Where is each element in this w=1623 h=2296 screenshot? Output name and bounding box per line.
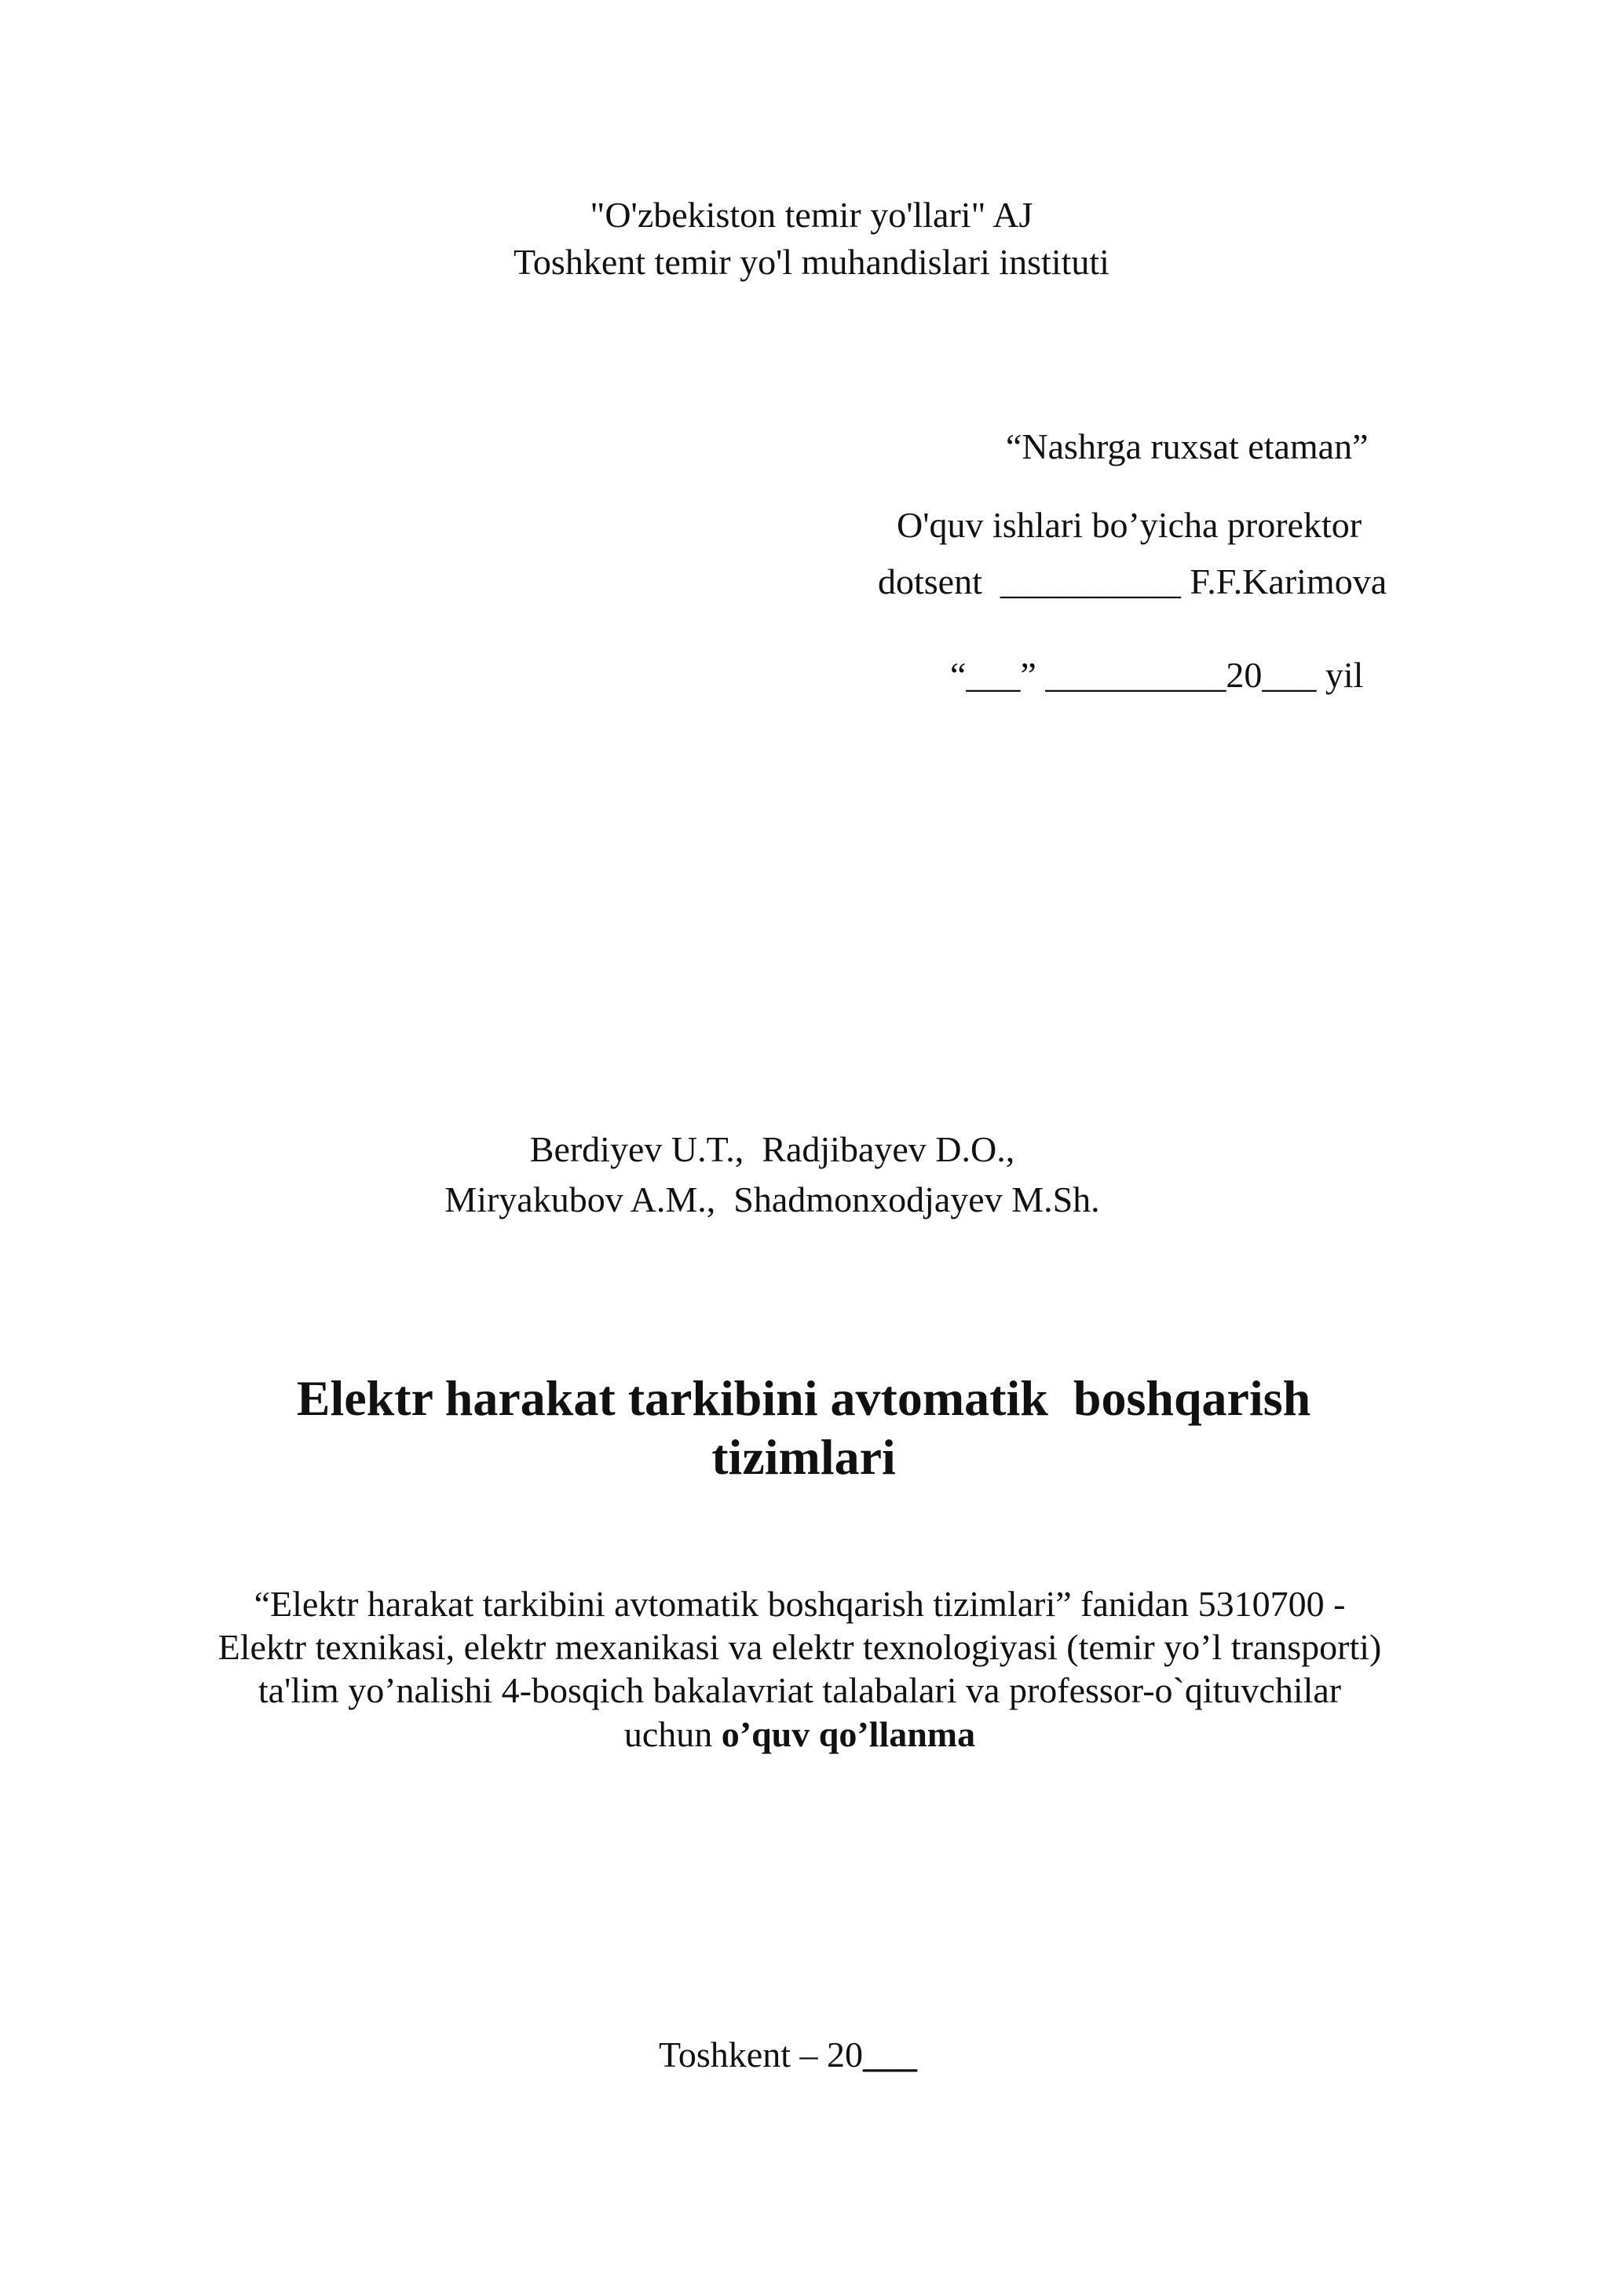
document-title-line-1: Elektr harakat tarkibini avtomatik boshqarish bbox=[296, 1370, 1311, 1426]
description-line-4 bbox=[0, 1713, 1611, 1756]
footer-year-blank: ___ bbox=[863, 2035, 917, 2075]
approval-date: “___” __________20___ yil bbox=[950, 655, 1364, 695]
description-line-3: ta'lim yo’nalishi 4-bosqich bakalavriat talabalari va professor-o`qituvchilar bbox=[258, 1670, 1342, 1710]
footer-place: Toshkent – 20 bbox=[659, 2035, 863, 2075]
approval-stamp: “Nashrga ruxsat etaman” bbox=[1006, 426, 1369, 466]
document-type: o’quv qo’llanma bbox=[721, 1714, 976, 1754]
authors-line-2: Miryakubov A.M., Shadmonxodjayev M.Sh. bbox=[444, 1179, 1100, 1219]
approval-signer: dotsent __________ F.F.Karimova bbox=[878, 561, 1387, 601]
approval-position: O'quv ishlari bo’yicha prorektor bbox=[897, 505, 1362, 545]
authors-line-1: Berdiyev U.T., Radjibayev D.O., bbox=[529, 1129, 1015, 1169]
description-line-1: “Elektr harakat tarkibini avtomatik boshqarish tizimlari” fanidan 5310700 - bbox=[254, 1584, 1346, 1624]
document-title-line-2: tizimlari bbox=[711, 1429, 896, 1485]
institute-name: Toshkent temir yo'l muhandislari instituti bbox=[514, 242, 1109, 282]
footer-place-year bbox=[0, 2033, 1599, 2076]
description-line-4-prefix: uchun bbox=[623, 1714, 722, 1754]
description-line-2: Elektr texnikasi, elektr mexanikasi va elektr texnologiyasi (temir yo’l transporti) bbox=[217, 1627, 1382, 1667]
organization-name: "O'zbekiston temir yo'llari" AJ bbox=[590, 195, 1033, 235]
